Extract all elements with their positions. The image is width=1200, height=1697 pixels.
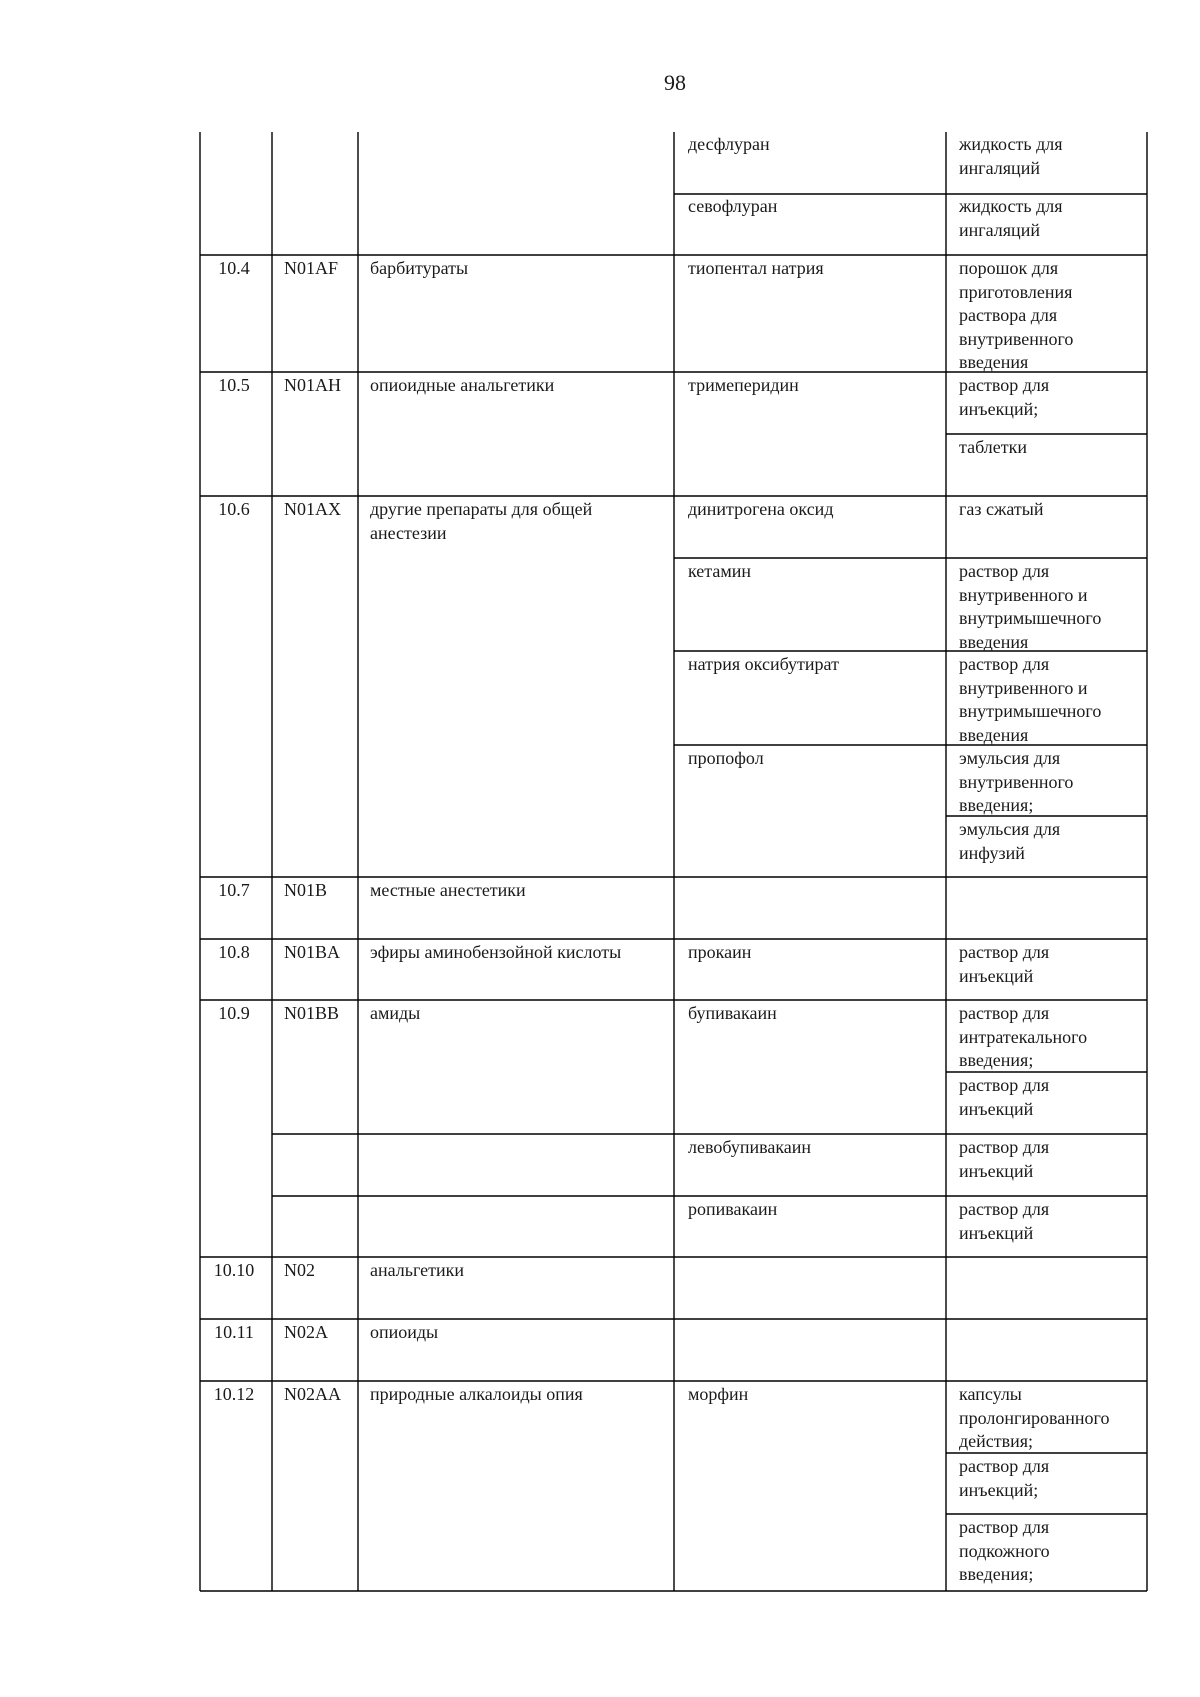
table-cell-code: N01AH	[284, 375, 341, 395]
table-cell-code: N01AX	[284, 499, 341, 519]
table-cell-group: другие препараты для общей анестезии	[370, 499, 593, 543]
table-cell-number: 10.12	[213, 1384, 255, 1404]
table-cell-group: анальгетики	[370, 1260, 464, 1280]
table-cell-group: местные анестетики	[370, 880, 526, 900]
table-cell-form: раствор для инъекций;	[959, 375, 1050, 419]
table-cell-form: капсулы пролонгированного действия;	[959, 1384, 1110, 1451]
table-cell-code: N02A	[284, 1322, 328, 1342]
table-cell-code: N01BA	[284, 942, 341, 962]
table-cell-drug: бупивакаин	[688, 1003, 777, 1023]
table-cell-group: опиоидные анальгетики	[370, 375, 555, 395]
page-number: 98	[664, 70, 686, 95]
table-cell-form: раствор для внутривенного и внутримышечного введения	[959, 561, 1102, 652]
table-cell-code: N01BB	[284, 1003, 340, 1023]
table-cell-form: таблетки	[959, 437, 1028, 457]
table-cell-drug: морфин	[688, 1384, 749, 1404]
table-cell-drug: десфлуран	[688, 134, 770, 154]
table-cell-group: природные алкалоиды опия	[370, 1384, 583, 1404]
table-cell-form: раствор для инъекций	[959, 1137, 1050, 1181]
table-cell-number: 10.9	[218, 1003, 250, 1023]
table-cell-drug: севофлуран	[688, 196, 778, 216]
table-cell-group: опиоиды	[370, 1322, 439, 1342]
table-cell-code: N02AA	[284, 1384, 341, 1404]
table-cell-drug: динитрогена оксид	[688, 499, 834, 519]
table-cell-number: 10.7	[218, 880, 250, 900]
table-cell-form: газ сжатый	[959, 499, 1044, 519]
table-cell-form: раствор для подкожного введения;	[959, 1517, 1050, 1584]
table-cell-drug: прокаин	[688, 942, 752, 962]
table-cell-drug: тиопентал натрия	[688, 258, 824, 278]
table-cell-form: раствор для инъекций;	[959, 1456, 1050, 1500]
table-cell-number: 10.6	[218, 499, 250, 519]
table-cell-form: эмульсия для инфузий	[959, 819, 1061, 863]
table-cell-number: 10.5	[218, 375, 250, 395]
table-cell-form: раствор для интратекального введения;	[959, 1003, 1088, 1070]
table-cell-code: N01B	[284, 880, 328, 900]
table-cell-code: N01AF	[284, 258, 339, 278]
table-cell-number: 10.10	[213, 1260, 255, 1280]
table-cell-drug: кетамин	[688, 561, 752, 581]
table-cell-drug: пропофол	[688, 748, 764, 768]
table-cell-drug: натрия оксибутират	[688, 654, 839, 674]
table-cell-form: эмульсия для внутривенного введения;	[959, 748, 1074, 815]
table-cell-number: 10.11	[214, 1322, 254, 1342]
table-cell-form: раствор для внутривенного и внутримышечного введения	[959, 654, 1102, 745]
table-cell-form: жидкость для ингаляций	[959, 134, 1063, 178]
table-cell-number: 10.8	[218, 942, 250, 962]
table-cell-drug: ропивакаин	[688, 1199, 778, 1219]
table-cell-group: эфиры аминобензойной кислоты	[370, 942, 622, 962]
table-cell-code: N02	[284, 1260, 315, 1280]
table-cell-number: 10.4	[218, 258, 250, 278]
table-cell-group: барбитураты	[370, 258, 469, 278]
table-cell-form: раствор для инъекций	[959, 1199, 1050, 1243]
table-cell-drug: левобупивакаин	[688, 1137, 812, 1157]
table-cell-form: порошок для приготовления раствора для внутривенного введения	[959, 258, 1074, 372]
table-cell-form: раствор для инъекций	[959, 942, 1050, 986]
table-cell-form: раствор для инъекций	[959, 1075, 1050, 1119]
table-cell-form: жидкость для ингаляций	[959, 196, 1063, 240]
table-cell-drug: тримеперидин	[688, 375, 799, 395]
table-cell-group: амиды	[370, 1003, 421, 1023]
